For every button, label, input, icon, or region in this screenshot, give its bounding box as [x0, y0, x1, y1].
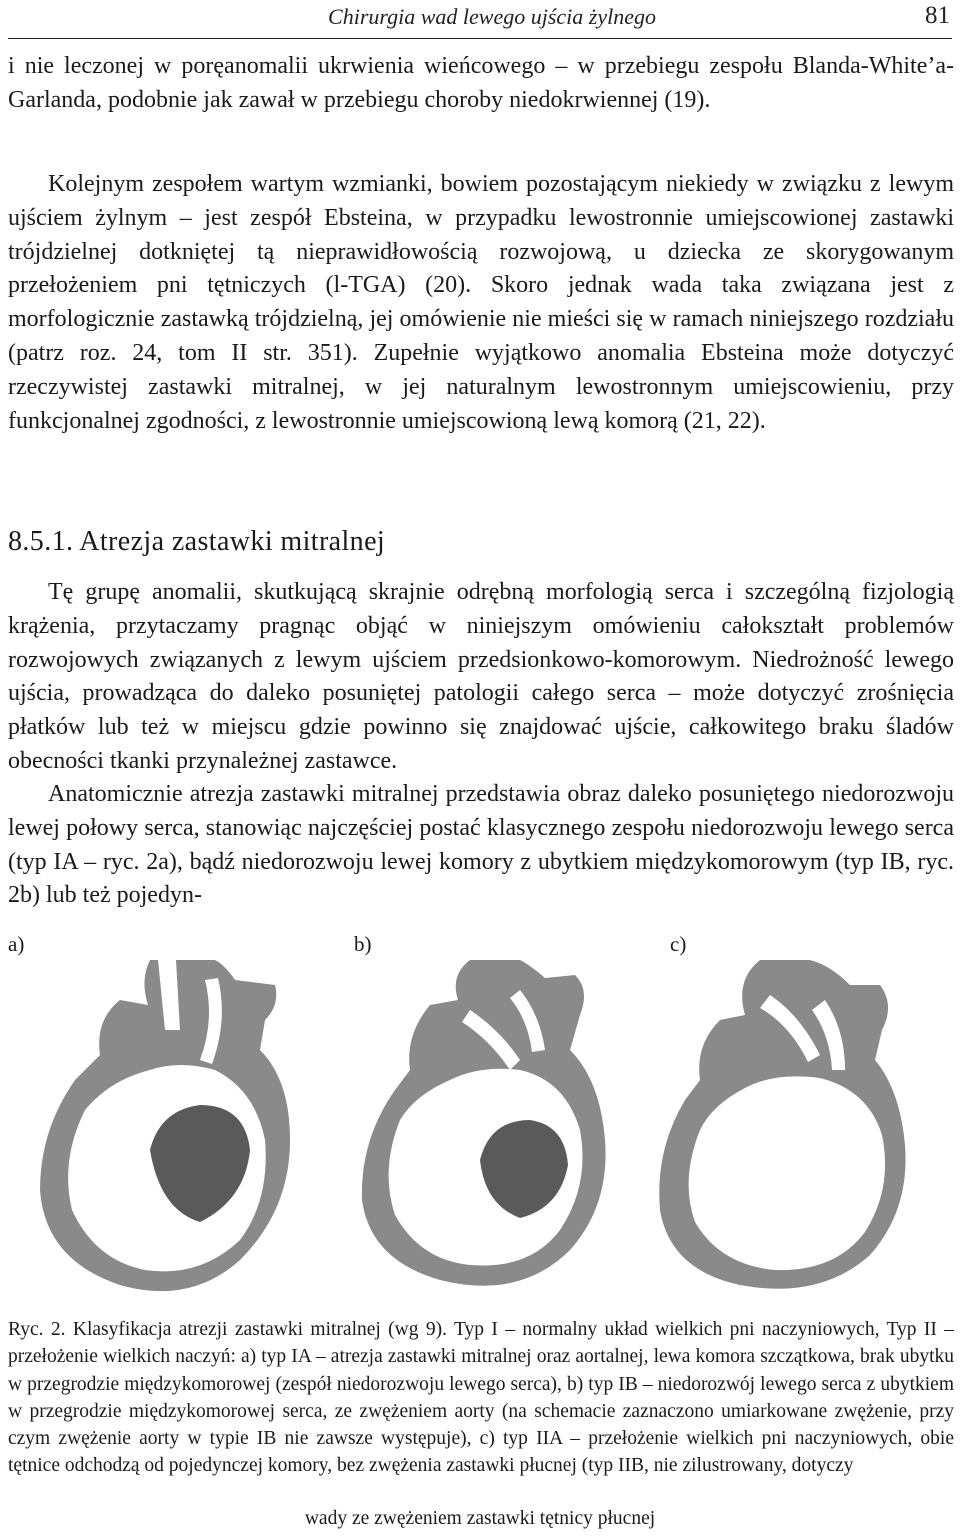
panel-label-b: b) [354, 932, 372, 956]
page-number: 81 [925, 2, 950, 29]
heart-diagram-a [40, 960, 290, 1291]
section-heading: 8.5.1. Atrezja zastawki mitralnej [8, 526, 386, 557]
paragraph-1: i nie leczonej w poręanomalii ukrwienia wieńcowego – w przebiegu zespołu Blanda-White’a-Garlanda, podobnie jak zawał w przebiegu choroby niedokrwiennej (19). [8, 53, 954, 113]
paragraph-2: Kolejnym zespołem wartym wzmianki, bowiem pozostającym niekiedy w związku z lewym ujściem żylnym – jest zespół Ebsteina, w przypadku lewostronnie umiejscowionej zastawki trójdzielnej dotkniętej tą nieprawidłowością rozwojową, u dziecka ze skorygowanym przełożeniem pni tętniczych (l-TGA) (20). Skoro jednak wada taka związana jest z morfologicznie zastawką trójdzielną, jej omówienie nie mieści się w ramach niniejszego rozdziału (patrz roz. 24, tom II str. 351). Zupełnie wyjątkowo anomalia Ebsteina może dotyczyć rzeczywistej zastawki mitralnej, w jej naturalnym lewostronnym umiejscowieniu, przy funkcjonalnej zgodności, z lewostronnie umiejscowioną lewą komorą (21, 22). [8, 171, 954, 434]
paragraph-4: Anatomicznie atrezja zastawki mitralnej przedstawia obraz daleko posuniętego niedorozwoju lewej połowy serca, stanowiąc najczęściej postać klasycznego zespołu niedorozwoju lewego serca (typ IA – ryc. 2a), bądź niedorozwoju lewej komory z ubytkiem międzykomorowym (typ IB, ryc. 2b) lub też pojedyn- [8, 781, 954, 909]
page-header [8, 0, 952, 39]
heart-diagram-b [362, 960, 606, 1286]
panel-label-a: a) [8, 932, 25, 956]
figure-caption-last-line: wady ze zwężeniem zastawki tętnicy płucnej [304, 1508, 656, 1529]
figure-caption: Ryc. 2. Klasyfikacja atrezji zastawki mitralnej (wg 9). Typ I – normalny układ wielkich pni naczyniowych, Typ II – przełożenie wielkich naczyń: a) typ IA – atrezja zastawki mitralnej oraz aortalnej, lewa komora szczątkowa, brak ubytku w przegrodzie międzykomorowej (zespół niedorozwoju lewego serca), b) typ IB – niedorozwój lewego serca z ubytkiem w przegrodzie międzykomorowej serca, ze zwężeniem aorty (na schemacie zaznaczono umiarkowane zwężenie, przy czym zwężenie aorty w typie IB nie zawsze występuje), c) typ IIA – przełożenie wielkich pni naczyniowych, obie tętnice odchodzą od pojedynczej komory, bez zwężenia zastawki płucnej (typ IIB, nie zilustrowany, dotyczy [8, 1319, 954, 1477]
paragraph-3: Tę grupę anomalii, skutkującą skrajnie odrębną morfologią serca i szczególną fizjologią krążenia, przytaczamy pragnąc objąć w niniejszym omówieniu całokształt problemów rozwojowych związanych z lewym ujściem przedsionkowo-komorowym. Niedrożność lewego ujścia, prowadząca do daleko posuniętej patologii całego serca – może dotyczyć zrośnięcia płatków lub też w miejscu gdzie powinno się znajdować ujście, całkowitego braku śladów obecności tkanki przynależnej zastawce. [8, 579, 954, 774]
heart-diagram-c [659, 960, 905, 1289]
panel-label-c: c) [670, 932, 687, 956]
heart-diagrams-figure [0, 960, 960, 1300]
running-title: Chirurgia wad lewego ujścia żylnego [328, 4, 656, 29]
